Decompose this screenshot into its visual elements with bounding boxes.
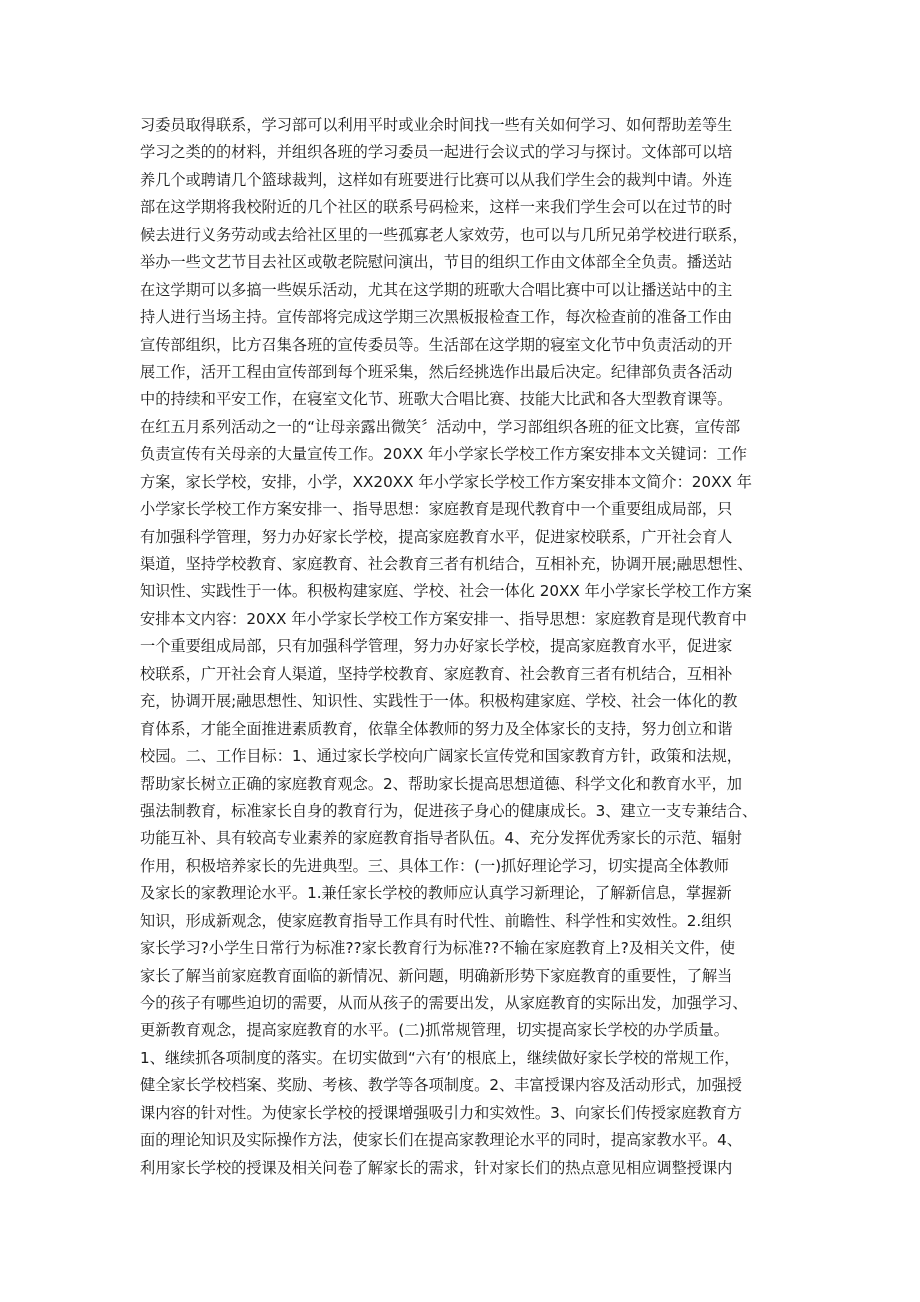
text-line: 候去进行义务劳动或去给社区里的一些孤寡老人家效劳，也可以与几所兄弟学校进行联系， xyxy=(140,225,748,244)
text-line: 知识性、实践性于一体。积极构建家庭、学校、社会一体化 20XX 年小学家长学校工作方案 xyxy=(140,582,752,601)
text-line: 一个重要组成局部，只有加强科学管理，努力办好家长学校，提高家庭教育水平，促进家 xyxy=(140,637,733,656)
text-line: 学习之类的的材料，并组织各班的学习委员一起进行会议式的学习与探讨。文体部可以培 xyxy=(140,143,733,162)
text-line: 功能互补、具有较高专业素养的家庭教育指导者队伍。4、充分发挥优秀家长的示范、辐射 xyxy=(140,829,742,848)
text-line: 今的孩子有哪些迫切的需要，从而从孩子的需要出发，从家庭教育的实际出发，加强学习、 xyxy=(140,994,748,1012)
text-line: 习委员取得联系，学习部可以利用平时或业余时间找一些有关如何学习、如何帮助差等生 xyxy=(140,116,733,134)
text-line: 健全家长学校档案、奖励、考核、教学等各项制度。2、丰富授课内容及活动形式，加强授 xyxy=(140,1076,742,1095)
text-line: 中的持续和平安工作，在寝室文化节、班歌大合唱比赛、技能大比武和各大型教育课等。 xyxy=(140,390,733,409)
text-line: 校园。二、工作目标：1、通过家长学校向广阔家长宣传党和国家教育方针，政策和法规， xyxy=(140,747,742,766)
text-line: 宣传部组织，比方召集各班的宣传委员等。生活部在这学期的寝室文化节中负责活动的开 xyxy=(140,335,733,354)
text-line: 部在这学期将我校附近的几个社区的联系号码检来，这样一来我们学生会可以在过节的时 xyxy=(140,198,733,217)
text-line: 在这学期可以多搞一些娱乐活动，尤其在这学期的班歌大合唱比赛中可以让播送站中的主 xyxy=(140,280,733,299)
text-line: 充，协调开展;融思想性、知识性、实践性于一体。积极构建家庭、学校、社会一体化的教 xyxy=(140,692,738,711)
text-line: 课内容的针对性。为使家长学校的授课增强吸引力和实效性。3、向家长们传授家庭教育方 xyxy=(140,1103,742,1122)
text-line: 负责宣传有关母亲的大量宣传工作。20XX 年小学家长学校工作方案安排本文关键词：工作 xyxy=(140,445,747,464)
body-text xyxy=(140,112,800,1182)
text-line: 展工作，活开工程由宣传部到每个班采集，然后经挑选作出最后决定。纪律部负责各活动 xyxy=(140,362,733,381)
text-line: 渠道，坚持学校教育、家庭教育、社会教育三者有机结合，互相补充，协调开展;融思想性、 xyxy=(140,555,753,573)
text-line: 家长学习?小学生日常行为标准??家长教育行为标准??不输在家庭教育上?及相关文件，使 xyxy=(140,939,736,958)
text-line: 校联系，广开社会育人渠道，坚持学校教育、家庭教育、社会教育三者有机结合，互相补 xyxy=(140,664,733,683)
text-line: 作用，积极培养家长的先进典型。三、具体工作：(一)抓好理论学习，切实提高全体教师 xyxy=(140,856,729,875)
text-line: 持人进行当场主持。宣传部将完成这学期三次黑板报检查工作，每次检查前的准备工作由 xyxy=(140,308,733,327)
text-line: 帮助家长树立正确的家庭教育观念。2、帮助家长提高思想道德、科学文化和教育水平，加 xyxy=(140,774,742,793)
text-line: 家长了解当前家庭教育面临的新情况、新问题，明确新形势下家庭教育的重要性，了解当 xyxy=(140,966,733,985)
text-line: 及家长的家教理论水平。1.兼任家长学校的教师应认真学习新理论，了解新信息，掌握新 xyxy=(140,884,732,903)
text-line: 有加强科学管理，努力办好家长学校，提高家庭教育水平，促进家校联系，广开社会育人 xyxy=(140,527,733,546)
text-line: 在红五月系列活动之一的“让母亲露出微笑〞活动中，学习部组织各班的征文比赛，宣传部 xyxy=(140,417,741,436)
text-line: 更新教育观念，提高家庭教育的水平。(二)抓常规管理，切实提高家长学校的办学质量。 xyxy=(140,1021,729,1040)
text-line: 面的理论知识及实际操作方法，使家长们在提高家教理论水平的同时，提高家教水平。4、 xyxy=(140,1131,742,1150)
text-line: 知识，形成新观念，使家庭教育指导工作具有时代性、前瞻性、科学性和实效性。2.组织 xyxy=(140,911,732,930)
text-line: 举办一些文艺节目去社区或敬老院慰问演出，节目的组织工作由文体部全全负责。播送站 xyxy=(140,253,733,272)
text-line: 安排本文内容：20XX 年小学家长学校工作方案安排一、指导思想：家庭教育是现代教育中 xyxy=(140,609,747,628)
text-line: 方案，家长学校，安排，小学，XX20XX 年小学家长学校工作方案安排本文简介：20XX 年 xyxy=(140,472,752,491)
text-line: 1、继续抓各项制度的落实。在切实做到“六有’的根底上，继续做好家长学校的常规工作， xyxy=(140,1048,740,1067)
text-line: 强法制教育，标准家长自身的教育行为，促进孩子身心的健康成长。3、建立一支专兼结合、 xyxy=(140,801,758,820)
text-line: 利用家长学校的授课及相关问卷了解家长的需求，针对家长们的热点意见相应调整授课内 xyxy=(140,1158,733,1177)
text-line: 育体系，才能全面推进素质教育，依靠全体教师的努力及全体家长的支持，努力创立和谐 xyxy=(140,719,733,738)
text-line: 小学家长学校工作方案安排一、指导思想：家庭教育是现代教育中一个重要组成局部，只 xyxy=(140,500,733,519)
text-line: 养几个或聘请几个篮球裁判，这样如有班要进行比赛可以从我们学生会的裁判中请。外连 xyxy=(140,170,733,189)
